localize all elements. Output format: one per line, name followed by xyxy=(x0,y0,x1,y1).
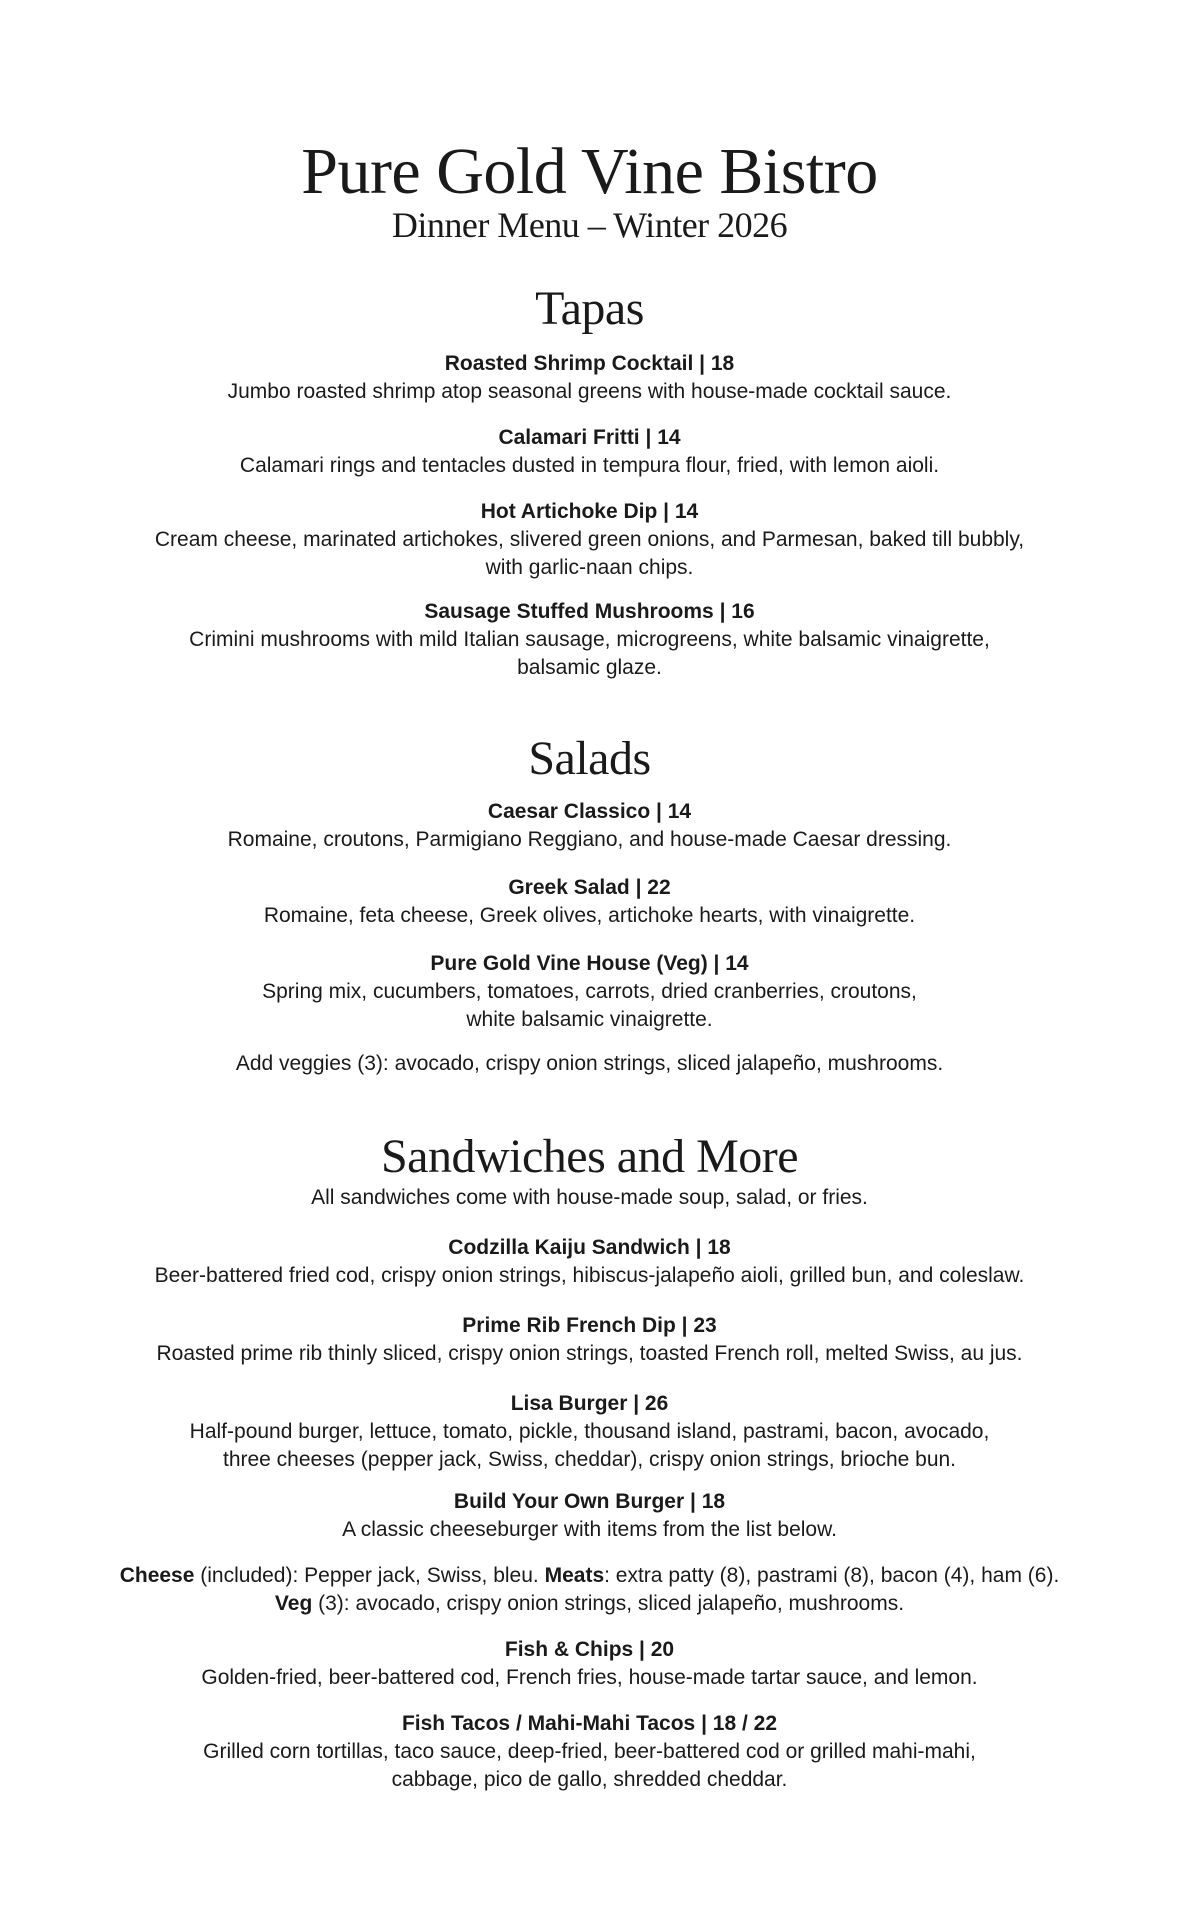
item-name: Calamari Fritti | 14 xyxy=(498,426,681,449)
item-description: Romaine, feta cheese, Greek olives, artichoke hearts, with vinaigrette. xyxy=(263,904,916,927)
item-description: Golden-fried, beer-battered cod, French fries, house-made tartar sauce, and lemon. xyxy=(201,1666,978,1689)
menu-item xyxy=(40,950,1139,1034)
menu-item xyxy=(40,598,1139,682)
sandwiches-note: All sandwiches come with house-made soup, salad, or fries. xyxy=(311,1186,868,1209)
item-name: Sausage Stuffed Mushrooms | 16 xyxy=(424,600,755,623)
veg-options: (3): avocado, crispy onion strings, sliced jalapeño, mushrooms. xyxy=(312,1592,905,1615)
item-name: Hot Artichoke Dip | 14 xyxy=(480,500,699,523)
menu-item xyxy=(40,874,1139,930)
item-name: Greek Salad | 22 xyxy=(508,876,671,899)
menu-item xyxy=(40,1636,1139,1692)
tapas-section xyxy=(40,282,1139,682)
item-description: Roasted prime rib thinly sliced, crispy onion strings, toasted French roll, melted Swiss, au jus. xyxy=(156,1342,1023,1365)
item-description: Beer-battered fried cod, crispy onion strings, hibiscus-jalapeño aioli, grilled bun, and coleslaw. xyxy=(154,1264,1025,1287)
salads-section xyxy=(40,732,1139,1078)
item-description: Half-pound burger, lettuce, tomato, pickle, thousand island, pastrami, bacon, avocado, xyxy=(189,1420,990,1443)
item-description: Crimini mushrooms with mild Italian sausage, microgreens, white balsamic vinaigrette, xyxy=(189,628,990,651)
item-description: Grilled corn tortillas, taco sauce, deep-fried, beer-battered cod or grilled mahi-mahi, xyxy=(203,1740,976,1763)
veg-label: Veg xyxy=(274,1592,313,1615)
item-description: Cream cheese, marinated artichokes, slivered green onions, and Parmesan, baked till bubbly, xyxy=(154,528,1025,551)
menu-item xyxy=(40,1488,1139,1544)
item-name: Fish & Chips | 20 xyxy=(504,1638,675,1661)
item-name: Codzilla Kaiju Sandwich | 18 xyxy=(448,1236,731,1259)
item-description-cont: three cheeses (pepper jack, Swiss, cheddar), crispy onion strings, brioche bun. xyxy=(222,1448,957,1471)
menu-item xyxy=(40,1390,1139,1474)
cheese-label: Cheese xyxy=(119,1564,195,1587)
menu-item xyxy=(40,1710,1139,1794)
menu-title: Dinner Menu – Winter 2026 xyxy=(391,205,788,245)
menu-item xyxy=(40,424,1139,480)
salad-addon-note: Add veggies (3): avocado, crispy onion strings, sliced jalapeño, mushrooms. xyxy=(235,1052,944,1075)
cheese-options: (included): Pepper jack, Swiss, bleu. xyxy=(194,1564,545,1587)
menu-item xyxy=(40,498,1139,582)
item-description: Jumbo roasted shrimp atop seasonal greens with house-made cocktail sauce. xyxy=(227,380,952,403)
item-description-cont: balsamic glaze. xyxy=(517,656,662,679)
item-description: Calamari rings and tentacles dusted in tempura flour, fried, with lemon aioli. xyxy=(239,454,940,477)
item-description-cont: with garlic-naan chips. xyxy=(485,556,694,579)
item-name: Build Your Own Burger | 18 xyxy=(453,1490,726,1513)
meats-label: Meats xyxy=(544,1564,605,1587)
menu-item xyxy=(40,1312,1139,1368)
item-name: Fish Tacos / Mahi-Mahi Tacos | 18 / 22 xyxy=(401,1712,778,1735)
tapas-heading: Tapas xyxy=(535,282,644,335)
meats-options: : extra patty (8), pastrami (8), bacon (4), ham (6). xyxy=(604,1564,1060,1587)
restaurant-name: Pure Gold Vine Bistro xyxy=(301,135,878,208)
item-description: Romaine, croutons, Parmigiano Reggiano, and house-made Caesar dressing. xyxy=(227,828,952,851)
item-description: Spring mix, cucumbers, tomatoes, carrots, dried cranberries, croutons, xyxy=(262,980,917,1003)
burger-veg-options xyxy=(40,1590,1139,1618)
menu-item xyxy=(40,350,1139,406)
menu-item xyxy=(40,798,1139,854)
item-description-cont: cabbage, pico de gallo, shredded cheddar. xyxy=(391,1768,788,1791)
item-description-cont: white balsamic vinaigrette. xyxy=(466,1008,713,1031)
sandwiches-heading: Sandwiches and More xyxy=(380,1130,799,1183)
item-name: Lisa Burger | 26 xyxy=(510,1392,669,1415)
item-name: Prime Rib French Dip | 23 xyxy=(462,1314,717,1337)
item-name: Caesar Classico | 14 xyxy=(487,800,692,823)
item-name: Pure Gold Vine House (Veg) | 14 xyxy=(430,952,749,975)
burger-options xyxy=(20,1562,1159,1590)
sandwiches-section xyxy=(40,1130,1139,1794)
item-description: A classic cheeseburger with items from the list below. xyxy=(342,1518,837,1541)
menu-item xyxy=(40,1234,1139,1290)
item-name: Roasted Shrimp Cocktail | 18 xyxy=(444,352,735,375)
salads-heading: Salads xyxy=(528,732,651,785)
